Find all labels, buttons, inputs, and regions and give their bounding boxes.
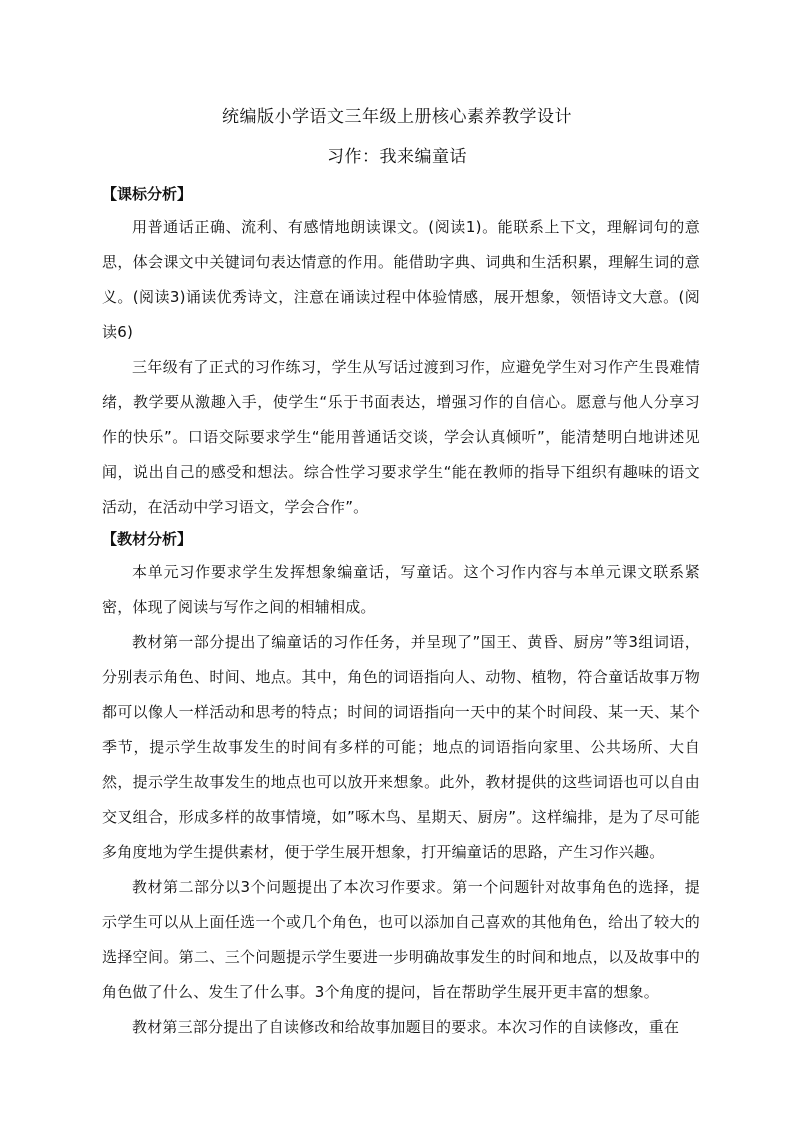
section-textbook-analysis xyxy=(102,525,700,1045)
document-title: 统编版小学语文三年级上册核心素养教学设计 xyxy=(222,107,572,127)
paragraph: 教材第三部分提出了自读修改和给故事加题目的要求。本次习作的自读修改，重在 xyxy=(132,1018,680,1036)
paragraph: 教材第一部分提出了编童话的习作任务，并呈现了”国王、黄昏、厨房”等3组词语，分别表示角色、时间、地点。其中，角色的词语指向人、动物、植物，符合童话故事万物都可以像人一样活动和思考的特点；时间的词语指向一天中的某个时间段、某一天、某个季节，提示学生故事发生的时间有多样的可能；地点的词语指向家里、公共场所、大自然，提示学生故事发生的地点也可以放开来想象。此外，教材提供的这些词语也可以自由交叉组合，形成多样的故事情境，如”啄木鸟、星期天、厨房”。这样编排，是为了尽可能多角度地为学生提供素材，便于学生展开想象，打开编童话的思路，产生习作兴趣。 xyxy=(102,633,700,861)
document-subtitle: 习作：我来编童话 xyxy=(327,147,467,167)
document-body xyxy=(102,180,700,1045)
paragraph: 用普通话正确、流利、有感情地朗读课文。(阅读1)。能联系上下文，理解词句的意思，体会课文中关键词句表达情意的作用。能借助字典、词典和生活积累，理解生词的意义。(阅读3)诵读优秀诗文，注意在诵读过程中体验情感，展开想象，领悟诗文大意。(阅读6) xyxy=(102,218,700,341)
section-heading: 【课标分析】 xyxy=(102,185,193,203)
section-curriculum-analysis xyxy=(102,180,700,525)
section-heading: 【教材分析】 xyxy=(102,530,193,548)
paragraph: 教材第二部分以3个问题提出了本次习作要求。第一个问题针对故事角色的选择，提示学生可以从上面任选一个或几个角色，也可以添加自己喜欢的其他角色，给出了较大的选择空间。第二、三个问题提示学生要进一步明确故事发生的时间和地点，以及故事中的角色做了什么、发生了什么事。3个角度的提问，旨在帮助学生展开更丰富的想象。 xyxy=(102,878,700,1001)
paragraph: 本单元习作要求学生发挥想象编童话，写童话。这个习作内容与本单元课文联系紧密，体现了阅读与写作之间的相辅相成。 xyxy=(102,563,700,616)
paragraph: 三年级有了正式的习作练习，学生从写话过渡到习作，应避免学生对习作产生畏难情绪，教学要从激趣入手，使学生“乐于书面表达，增强习作的自信心。愿意与他人分享习作的快乐”。口语交际要求学生“能用普通话交谈，学会认真倾听”，能清楚明白地讲述见闻，说出自己的感受和想法。综合性学习要求学生“能在教师的指导下组织有趣味的语文活动，在活动中学习语文，学会合作”。 xyxy=(102,358,700,516)
